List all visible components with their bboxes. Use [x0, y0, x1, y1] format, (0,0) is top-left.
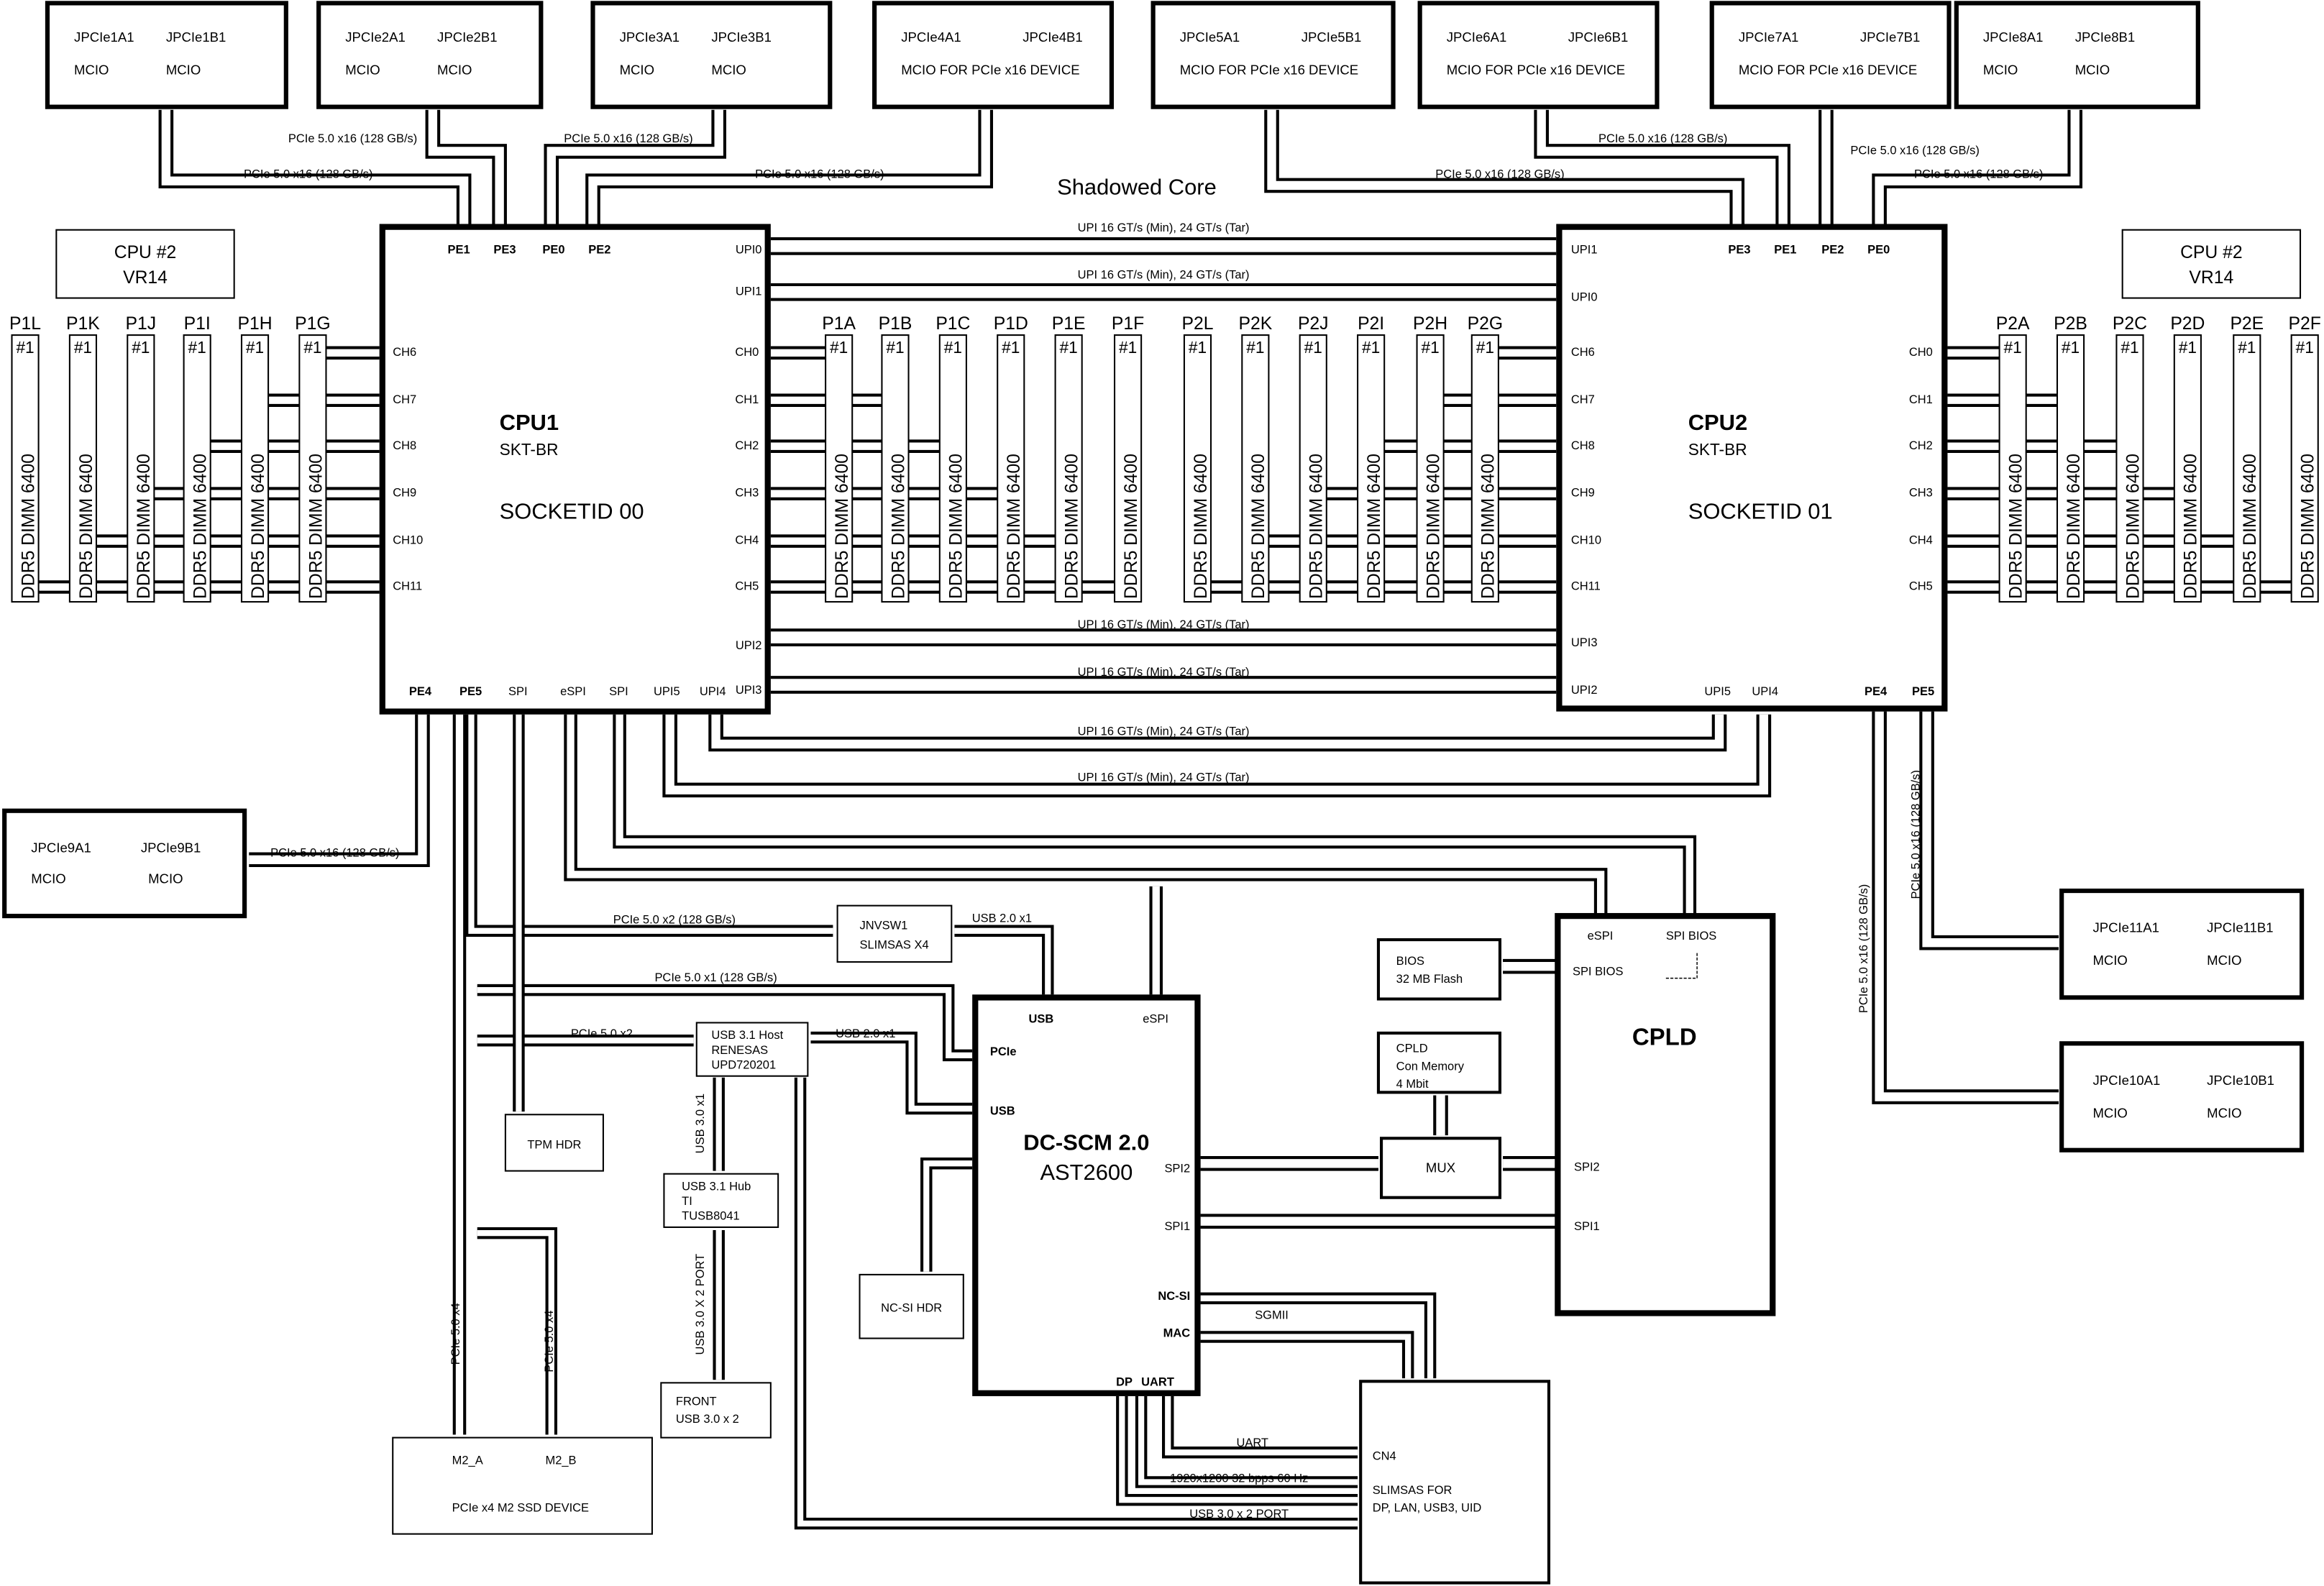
- link-label: PCIe 5.0 x16 (128 GB/s): [1857, 884, 1871, 1014]
- bus-dcscm-ncsi-hdr: [926, 1163, 972, 1271]
- bios-box: [1378, 940, 1500, 999]
- dcscm-port-label: UART: [1141, 1375, 1174, 1389]
- cpu2-channel-label: CH5: [1908, 579, 1933, 593]
- dimm-id: P1E: [1051, 313, 1086, 334]
- dimm-id: P2E: [2230, 313, 2264, 334]
- ncsi-hdr-label: NC-SI HDR: [881, 1301, 943, 1315]
- dcscm-port-label: NC-SI: [1158, 1289, 1191, 1303]
- cpu1-channel-label: CH7: [393, 393, 417, 406]
- dimm-slot-number: #1: [1304, 337, 1322, 357]
- dimm-type-label: DDR5 DIMM 6400: [1478, 454, 1499, 599]
- dimm-id: P2L: [1181, 313, 1214, 334]
- dimm-slot-number: #1: [1188, 337, 1207, 357]
- connector-type-label: MCIO FOR PCIe x16 DEVICE: [1446, 62, 1626, 78]
- cpu1-upi-label: UPI0: [735, 243, 762, 257]
- dcscm-port-label: PCIe: [989, 1045, 1017, 1058]
- cpu2-socket-type: SKT-BR: [1688, 440, 1747, 459]
- vr-box-2: [2123, 230, 2300, 298]
- cpu1-box: [383, 227, 768, 712]
- dcscm-port-label: MAC: [1163, 1326, 1191, 1340]
- cpu2-upi-label: UPI1: [1570, 243, 1598, 257]
- connector-type-label: MCIO: [74, 62, 109, 78]
- connector-id-b: JPCIe5B1: [1301, 29, 1362, 45]
- dimm-slot-number: #1: [1118, 337, 1138, 357]
- cpu1-channel-label: CH11: [393, 579, 423, 593]
- cpu2-port-label: PE5: [1911, 684, 1935, 698]
- dimm-id: P2H: [1413, 313, 1448, 334]
- dimm-id: P2C: [2112, 313, 2148, 334]
- cpu1-port-label: SPI: [508, 684, 528, 698]
- dimm-slot-number: #1: [1362, 337, 1381, 357]
- vr-label: CPU #2: [114, 242, 177, 262]
- jnvsw1-label: SLIMSAS X4: [859, 938, 929, 952]
- dimm-type-label: DDR5 DIMM 6400: [889, 454, 909, 599]
- cpu2-channel-label: CH10: [1570, 533, 1602, 547]
- cn4-label: SLIMSAS FOR: [1372, 1483, 1452, 1497]
- link-label: PCIe 5.0 x4: [542, 1310, 556, 1372]
- connector-id-a: JPCIe8A1: [1982, 29, 2044, 45]
- link-label: USB 3.0 x 2 PORT: [1189, 1507, 1289, 1521]
- dcscm-chip: AST2600: [1040, 1159, 1133, 1185]
- dimm-id: P1H: [237, 313, 273, 334]
- connector-id-a: JPCIe9A1: [31, 840, 91, 856]
- dcscm-port-label: USB: [989, 1104, 1015, 1118]
- dimm-id: P1K: [66, 313, 100, 334]
- mcio-box-10: [2062, 1043, 2302, 1150]
- connector-type-label: MCIO FOR PCIe x16 DEVICE: [1179, 62, 1359, 78]
- mcio-box-9: [4, 811, 244, 916]
- mcio-box-4: [874, 3, 1112, 106]
- vr-label: VR14: [2189, 267, 2234, 288]
- cpu2-upi-label: UPI0: [1570, 290, 1598, 304]
- dimm-slot-number: #1: [2295, 337, 2314, 357]
- bios-label: 32 MB Flash: [1396, 972, 1463, 986]
- cpu2-port-label: PE0: [1867, 243, 1890, 257]
- cpu1-channel-label: CH5: [735, 579, 759, 593]
- connector-type-label: MCIO: [345, 62, 380, 78]
- connector-id-b: JPCIe6B1: [1568, 29, 1629, 45]
- cpld-port-label: eSPI: [1587, 930, 1614, 943]
- link-label: PCIe 5.0 x1 (128 GB/s): [654, 971, 777, 984]
- cpu1-port-label: PE0: [542, 243, 565, 257]
- dimm-slot-number: #1: [132, 337, 150, 357]
- cpu2-channel-label: CH8: [1570, 439, 1595, 452]
- dimm-id: P1C: [935, 313, 971, 334]
- dimm-slot-number: #1: [303, 337, 322, 357]
- dimm-id: P2F: [2288, 313, 2321, 334]
- connector-id-b: JPCIe2B1: [437, 29, 498, 45]
- cpu1-socket-type: SKT-BR: [499, 440, 559, 459]
- cpu1-channel-label: CH8: [393, 439, 417, 452]
- cn4-label: CN4: [1372, 1449, 1396, 1463]
- vr-label: CPU #2: [2180, 242, 2243, 262]
- dimm-slot-number: #1: [188, 337, 206, 357]
- bus-jnvsw1-dcscm-usb: [954, 931, 1048, 995]
- connector-id-a: JPCIe5A1: [1179, 29, 1240, 45]
- cpu2-upi-label: UPI3: [1570, 636, 1598, 649]
- usb-hub-label: USB 3.1 Hub: [682, 1180, 751, 1193]
- connector-id-a: JPCIe7A1: [1738, 29, 1799, 45]
- dimm-slot-number: #1: [830, 337, 848, 357]
- cpu1-channel-label: CH6: [393, 345, 417, 359]
- cpu2-channel-label: CH0: [1908, 345, 1933, 359]
- bus-cpu2-pe4-jpcie10: [1880, 712, 2059, 1097]
- dcscm-port-label: DP: [1116, 1375, 1133, 1389]
- cpu2-channel-label: CH9: [1570, 486, 1595, 500]
- link-label: 1920x1200 32 bpps 60 Hz: [1170, 1472, 1309, 1485]
- diagram-title: Shadowed Core: [1057, 174, 1217, 200]
- dimm-type-label: DDR5 DIMM 6400: [1365, 454, 1384, 599]
- link-label: SGMII: [1255, 1308, 1289, 1322]
- bus-mac-cn4: [1201, 1337, 1409, 1378]
- cn4-box: [1360, 1381, 1549, 1582]
- connector-id-b: JPCIe9B1: [140, 840, 201, 856]
- dcscm-name: DC-SCM 2.0: [1023, 1129, 1150, 1155]
- cpld-memory-label: CPLD: [1396, 1042, 1428, 1055]
- upi-link-label: UPI 16 GT/s (Min), 24 GT/s (Tar): [1077, 771, 1250, 784]
- dimm-type-label: DDR5 DIMM 6400: [2064, 454, 2084, 599]
- connector-id-a: JPCIe10A1: [2092, 1073, 2161, 1088]
- cpu1-channel-label: CH10: [393, 533, 424, 547]
- link-label: PCIe 5.0 x16 (128 GB/s): [755, 168, 884, 181]
- cpu2-port-label: UPI5: [1704, 684, 1731, 698]
- cpu1-channel-label: CH9: [393, 486, 417, 500]
- cpu2-channel-label: CH3: [1908, 486, 1933, 500]
- link-label: PCIe 5.0 x16 (128 GB/s): [270, 846, 400, 860]
- dimm-slot-number: #1: [943, 337, 962, 357]
- dimm-type-label: DDR5 DIMM 6400: [946, 454, 966, 599]
- bus-pe5-m2b: [477, 1233, 552, 1434]
- bus-jpcie6-pe1: [1542, 110, 1783, 226]
- usb-host-label: RENESAS: [711, 1043, 769, 1057]
- dimm-type-label: DDR5 DIMM 6400: [248, 454, 268, 599]
- connector-id-a: JPCIe11A1: [2092, 920, 2159, 935]
- mcio-box-3: [593, 3, 830, 106]
- connector-type-label: MCIO FOR PCIe x16 DEVICE: [901, 62, 1080, 78]
- cpu1-port-label: PE1: [447, 243, 470, 257]
- mcio-box-1: [47, 3, 286, 106]
- dimm-type-label: DDR5 DIMM 6400: [134, 454, 155, 599]
- link-label: PCIe 5.0 x16 (128 GB/s): [1598, 132, 1728, 146]
- dimm-id: P1J: [125, 313, 157, 334]
- link-label: UART: [1236, 1436, 1269, 1449]
- dcscm-port-label: SPI1: [1164, 1220, 1191, 1234]
- mcio-box-6: [1420, 3, 1657, 106]
- cpu2-port-label: PE4: [1865, 684, 1888, 698]
- dimm-type-label: DDR5 DIMM 6400: [1062, 454, 1082, 599]
- connector-id-b: JPCIe4B1: [1023, 29, 1083, 45]
- dimm-slot-number: #1: [2061, 337, 2080, 357]
- mcio-box-2: [319, 3, 541, 106]
- cpu2-port-label: PE3: [1728, 243, 1751, 257]
- dimm-type-label: DDR5 DIMM 6400: [191, 454, 211, 599]
- cpu1-upi-label: UPI3: [735, 683, 762, 697]
- link-label: PCIe 5.0 x16 (128 GB/s): [564, 132, 693, 146]
- dimm-id: P1D: [993, 313, 1028, 334]
- dimm-id: P1L: [9, 313, 42, 334]
- bus-pe4-jpcie9: [249, 715, 422, 860]
- cpu2-channel-label: CH6: [1570, 345, 1595, 359]
- link-label: USB 2.0 x1: [836, 1027, 896, 1041]
- dimm-slot-number: #1: [1059, 337, 1078, 357]
- mcio-box-5: [1153, 3, 1394, 106]
- connector-id-a: JPCIe3A1: [619, 29, 680, 45]
- dimm-id: P1B: [878, 313, 912, 334]
- dimm-slot-number: #1: [886, 337, 905, 357]
- cpu1-channel-label: CH1: [735, 393, 759, 406]
- vr-box-1: [56, 230, 234, 298]
- upi-link-label: UPI 16 GT/s (Min), 24 GT/s (Tar): [1077, 666, 1250, 679]
- dimm-type-label: DDR5 DIMM 6400: [19, 454, 39, 599]
- dimm-id: P1F: [1111, 313, 1145, 334]
- link-label: PCIe 5.0 x2 (128 GB/s): [613, 913, 736, 927]
- dimm-slot-number: #1: [1421, 337, 1440, 357]
- connector-type-label: MCIO: [148, 871, 183, 886]
- dimm-slot-number: #1: [16, 337, 35, 357]
- dimm-id: P2I: [1358, 313, 1385, 334]
- cpu2-port-label: PE1: [1774, 243, 1797, 257]
- cpu1-port-label: PE4: [408, 684, 432, 698]
- cpu1-upi-label: UPI2: [735, 639, 762, 653]
- connector-type-label: MCIO: [2092, 1105, 2128, 1121]
- dimm-type-label: DDR5 DIMM 6400: [306, 454, 326, 599]
- dimm-slot-number: #1: [2003, 337, 2022, 357]
- link-label: PCIe 5.0 x4: [449, 1303, 462, 1365]
- cpu2-upi-label: UPI2: [1570, 683, 1598, 697]
- jnvsw1-box: [838, 906, 952, 962]
- usb-host-label: USB 3.1 Host: [711, 1029, 784, 1042]
- connector-type-label: MCIO: [619, 62, 655, 78]
- link-label: PCIe 5.0 x16 (128 GB/s): [1435, 168, 1565, 181]
- m2-box: [393, 1438, 652, 1534]
- dimm-id: P2D: [2170, 313, 2205, 334]
- connector-id-a: JPCIe1A1: [74, 29, 134, 45]
- dimm-type-label: DDR5 DIMM 6400: [2006, 454, 2026, 599]
- link-label: PCIe 5.0 x16 (128 GB/s): [1850, 144, 1980, 157]
- dcscm-port-label: eSPI: [1143, 1012, 1168, 1026]
- mcio-box-8: [1957, 3, 2198, 106]
- front-usb-label: USB 3.0 x 2: [675, 1413, 739, 1426]
- dimm-id: P1I: [183, 313, 211, 334]
- cn4-label: DP, LAN, USB3, UID: [1372, 1501, 1482, 1515]
- cpu1-upi-label: UPI1: [735, 285, 762, 298]
- cpld-port-label: SPI BIOS: [1572, 965, 1624, 978]
- connector-type-label: MCIO: [2207, 1105, 2242, 1121]
- dimm-type-label: DDR5 DIMM 6400: [2123, 454, 2144, 599]
- cpld-port-label: SPI BIOS: [1665, 930, 1717, 943]
- dcscm-port-label: USB: [1028, 1012, 1054, 1026]
- connector-id-b: JPCIe11B1: [2207, 920, 2274, 935]
- connector-id-b: JPCIe8B1: [2074, 29, 2136, 45]
- connector-id-b: JPCIe7B1: [1859, 29, 1921, 45]
- dimm-type-label: DDR5 DIMM 6400: [76, 454, 96, 599]
- connector-type-label: MCIO: [2092, 953, 2128, 968]
- m2-b-label: M2_B: [545, 1454, 577, 1467]
- cpu1-channel-label: CH2: [735, 439, 759, 452]
- cpu1-name: CPU1: [499, 410, 559, 435]
- front-usb-label: FRONT: [675, 1395, 717, 1408]
- mux-label: MUX: [1425, 1160, 1456, 1175]
- usb-hub-label: TI: [682, 1195, 692, 1209]
- dimm-type-label: DDR5 DIMM 6400: [833, 454, 853, 599]
- cpu2-socket-id: SOCKETID 01: [1688, 498, 1833, 524]
- m2-a-label: M2_A: [452, 1454, 483, 1467]
- cpu1-port-label: PE5: [459, 684, 482, 698]
- dimm-id: P2J: [1297, 313, 1329, 334]
- dimm-type-label: DDR5 DIMM 6400: [2298, 454, 2318, 599]
- cpu1-socket-id: SOCKETID 00: [499, 498, 644, 524]
- bus-cpu2-pe5-jpcie11: [1927, 712, 2059, 943]
- upi-link-label: UPI 16 GT/s (Min), 24 GT/s (Tar): [1077, 725, 1250, 738]
- cpu2-port-label: UPI4: [1752, 684, 1778, 698]
- link-label: PCIe 5.0 x16 (128 GB/s): [1909, 770, 1923, 899]
- connector-id-b: JPCIe1B1: [165, 29, 227, 45]
- connector-type-label: MCIO: [2074, 62, 2110, 78]
- link-label: PCIe 5.0 x16 (128 GB/s): [244, 168, 373, 181]
- bus-jpcie3-pe0: [552, 110, 719, 226]
- link-label: PCIe 5.0 x2: [570, 1027, 633, 1041]
- cpu2-channel-label: CH1: [1908, 393, 1933, 406]
- cpu1-port-label: UPI5: [654, 684, 680, 698]
- mcio-box-11: [2062, 891, 2302, 997]
- cpu2-channel-label: CH4: [1908, 533, 1933, 547]
- cpld-port-label: SPI2: [1574, 1160, 1600, 1174]
- vr-label: VR14: [123, 267, 168, 288]
- connector-id-b: JPCIe10B1: [2207, 1073, 2274, 1088]
- connector-type-label: MCIO: [711, 62, 746, 78]
- connector-type-label: MCIO: [2207, 953, 2242, 968]
- cpu1-port-label: PE3: [493, 243, 516, 257]
- upi-link-label: UPI 16 GT/s (Min), 24 GT/s (Tar): [1077, 268, 1250, 282]
- mcio-box-7: [1712, 3, 1949, 106]
- tpm-hdr-label: TPM HDR: [527, 1138, 582, 1152]
- dimm-slot-number: #1: [2121, 337, 2139, 357]
- connector-type-label: MCIO: [1982, 62, 2018, 78]
- cpu2-name: CPU2: [1688, 410, 1748, 435]
- dimm-type-label: DDR5 DIMM 6400: [1121, 454, 1141, 599]
- upi-link-label: UPI 16 GT/s (Min), 24 GT/s (Tar): [1077, 618, 1250, 632]
- dimm-id: P2A: [1995, 313, 2030, 334]
- dimm-type-label: DDR5 DIMM 6400: [2241, 454, 2261, 599]
- connector-id-a: JPCIe6A1: [1446, 29, 1507, 45]
- connector-id-a: JPCIe2A1: [345, 29, 406, 45]
- connector-id-a: JPCIe4A1: [901, 29, 961, 45]
- dimm-type-label: DDR5 DIMM 6400: [1307, 454, 1327, 599]
- cpu2-channel-label: CH11: [1570, 579, 1601, 593]
- cpu1-port-label: SPI: [609, 684, 628, 698]
- connector-type-label: MCIO: [165, 62, 201, 78]
- cpu2-channel-label: CH2: [1908, 439, 1933, 452]
- dimm-slot-number: #1: [1246, 337, 1265, 357]
- link-label: PCIe 5.0 x16 (128 GB/s): [288, 132, 418, 146]
- m2-device-label: PCIe x4 M2 SSD DEVICE: [452, 1501, 590, 1515]
- connector-type-label: MCIO: [31, 871, 66, 886]
- dimm-slot-number: #1: [2178, 337, 2197, 357]
- cpu1-port-label: eSPI: [560, 684, 586, 698]
- dimm-type-label: DDR5 DIMM 6400: [2181, 454, 2201, 599]
- connector-type-label: MCIO: [437, 62, 472, 78]
- usb-hub-label: TUSB8041: [682, 1209, 740, 1223]
- dimm-type-label: DDR5 DIMM 6400: [1424, 454, 1444, 599]
- cpu1-channel-label: CH0: [735, 345, 759, 359]
- bios-label: BIOS: [1396, 955, 1425, 968]
- dimm-id: P2K: [1238, 313, 1273, 334]
- dimm-type-label: DDR5 DIMM 6400: [1005, 454, 1025, 599]
- front-usb-box: [661, 1383, 771, 1437]
- cpld-memory-label: Con Memory: [1396, 1060, 1464, 1073]
- dimm-type-label: DDR5 DIMM 6400: [1249, 454, 1269, 599]
- connector-id-b: JPCIe3B1: [711, 29, 772, 45]
- cpu1-channel-label: CH3: [735, 486, 759, 500]
- cpld-name: CPLD: [1632, 1023, 1697, 1050]
- link-label: PCIe 5.0 x16 (128 GB/s): [1914, 168, 2044, 181]
- link-label: USB 3.0 X 2 PORT: [694, 1253, 708, 1355]
- jnvsw1-label: JNVSW1: [859, 919, 908, 932]
- connector-type-label: MCIO FOR PCIe x16 DEVICE: [1738, 62, 1918, 78]
- dimm-id: P2B: [2054, 313, 2087, 334]
- dimm-id: P2G: [1467, 313, 1504, 334]
- dimm-slot-number: #1: [1002, 337, 1020, 357]
- cpu2-box: [1559, 227, 1944, 709]
- dimm-slot-number: #1: [1476, 337, 1494, 357]
- usb-host-label: UPD720201: [711, 1058, 777, 1072]
- dimm-id: P1A: [822, 313, 856, 334]
- upi-link-label: UPI 16 GT/s (Min), 24 GT/s (Tar): [1077, 221, 1250, 234]
- cpu2-port-label: PE2: [1821, 243, 1844, 257]
- dimm-id: P1G: [295, 313, 331, 334]
- dimm-slot-number: #1: [2238, 337, 2256, 357]
- cpld-memory-label: 4 Mbit: [1396, 1078, 1429, 1091]
- dcscm-port-label: SPI2: [1164, 1162, 1191, 1175]
- dimm-slot-number: #1: [73, 337, 93, 357]
- cpu1-port-label: UPI4: [699, 684, 726, 698]
- link-label: USB 3.0 x1: [694, 1093, 708, 1154]
- cpu1-port-label: PE2: [588, 243, 611, 257]
- dimm-type-label: DDR5 DIMM 6400: [1191, 454, 1211, 599]
- cpu2-channel-label: CH7: [1570, 393, 1595, 406]
- cpu1-channel-label: CH4: [735, 533, 759, 547]
- dimm-slot-number: #1: [245, 337, 265, 357]
- cpld-port-label: SPI1: [1574, 1220, 1600, 1234]
- link-label: USB 2.0 x1: [971, 912, 1033, 925]
